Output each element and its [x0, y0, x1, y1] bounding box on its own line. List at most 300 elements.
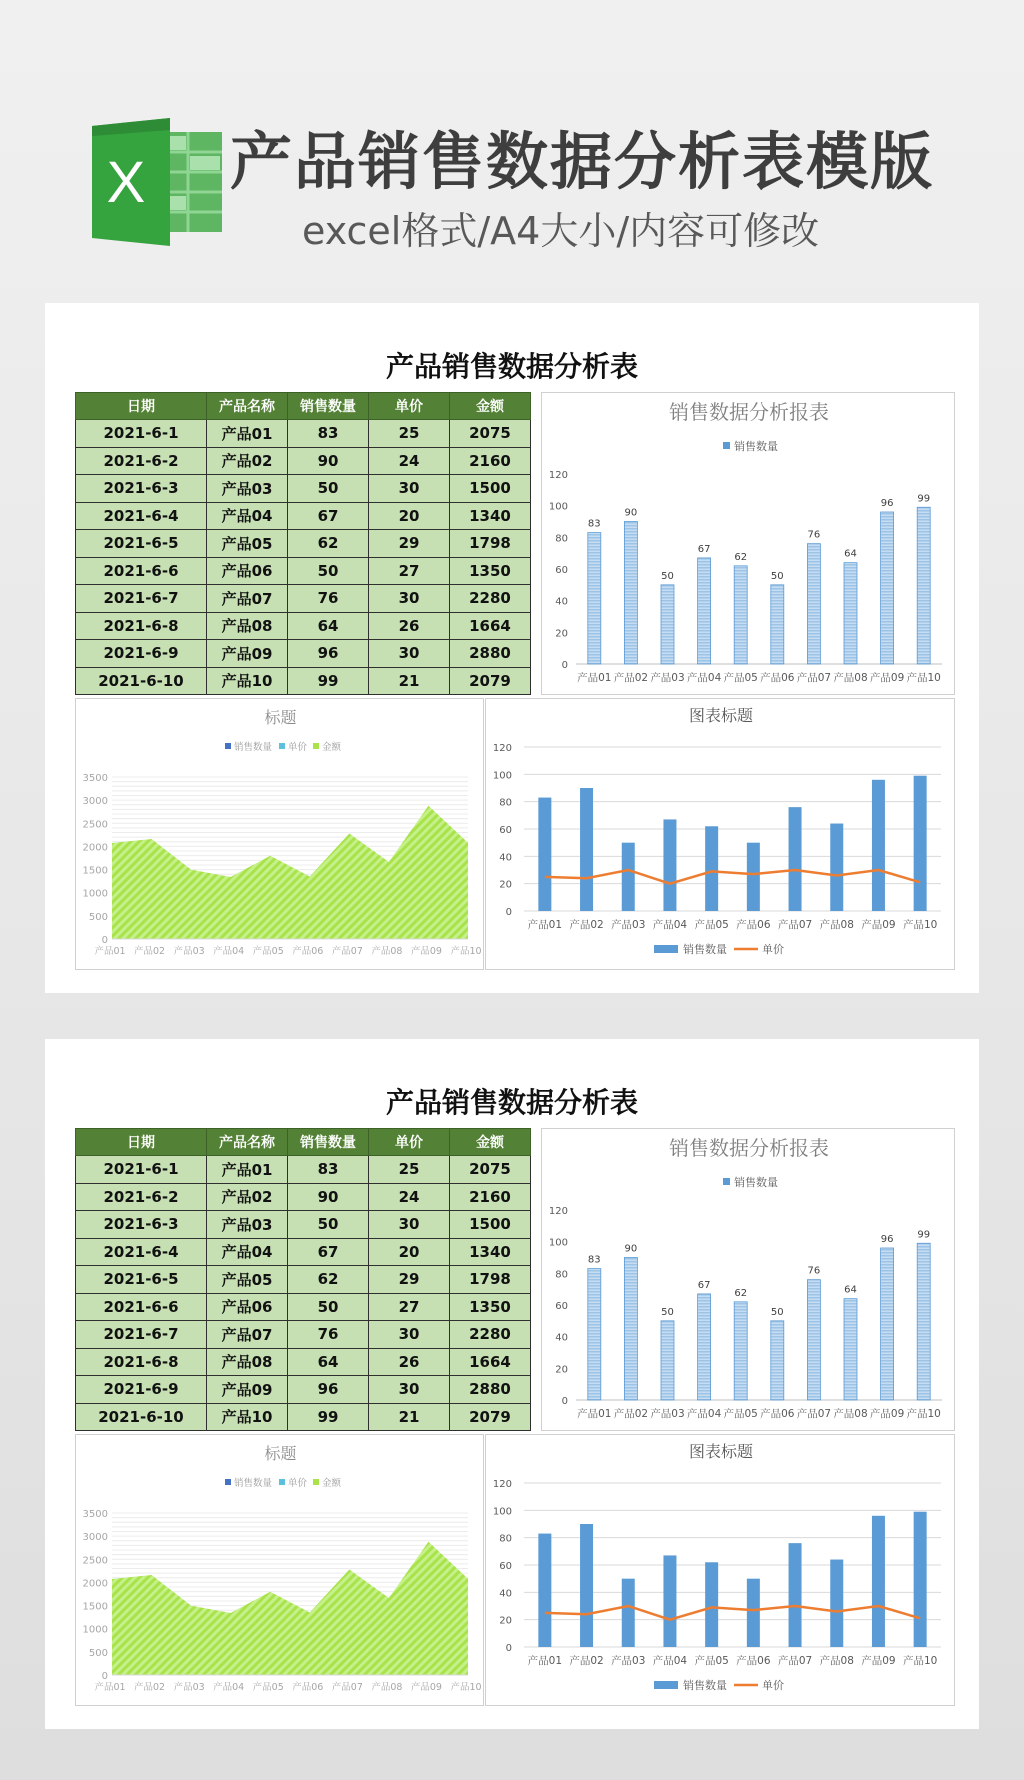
y-tick-label: 120 — [548, 1206, 568, 1217]
preview-card-1 — [45, 303, 979, 993]
y-tick-label: 40 — [555, 1332, 568, 1344]
y-tick-label: 0 — [505, 907, 512, 918]
table-row — [76, 1376, 531, 1404]
y-tick-label: 500 — [88, 911, 108, 923]
bar — [663, 819, 676, 911]
y-tick-label: 3500 — [82, 773, 108, 784]
table-cell: 2075 — [450, 420, 531, 448]
x-tick-label: 产品01 — [527, 1655, 563, 1667]
x-tick-label: 产品08 — [819, 1655, 854, 1667]
legend-label: 单价 — [288, 1478, 308, 1489]
bar — [844, 563, 857, 664]
table-cell: 30 — [369, 1321, 450, 1349]
table-cell: 1798 — [450, 1266, 531, 1294]
table-row — [76, 1211, 531, 1239]
x-tick-label: 产品10 — [450, 1682, 482, 1693]
table-cell: 2079 — [450, 1403, 531, 1431]
x-tick-label: 产品03 — [173, 1682, 205, 1693]
table-cell: 2021-6-5 — [76, 530, 207, 558]
chart-title: 销售数据分析报表 — [669, 1136, 829, 1160]
table-cell: 1500 — [450, 1211, 531, 1239]
y-tick-label: 100 — [492, 1506, 512, 1518]
legend-label: 单价 — [288, 742, 308, 753]
line-series — [545, 1606, 920, 1620]
y-tick-label: 40 — [499, 1588, 512, 1600]
table-cell: 27 — [369, 557, 450, 585]
combo-chart — [485, 698, 955, 970]
table-row — [76, 640, 531, 668]
table-cell: 1664 — [450, 1348, 531, 1376]
y-tick-label: 20 — [499, 1615, 512, 1627]
table-cell: 27 — [369, 1293, 450, 1321]
chart-title: 图表标题 — [688, 1442, 754, 1461]
y-tick-label: 2500 — [82, 819, 108, 831]
x-tick-label: 产品08 — [371, 1682, 403, 1693]
bar — [538, 1534, 551, 1647]
x-tick-label: 产品10 — [902, 1655, 938, 1667]
column-header: 单价 — [369, 1129, 450, 1156]
page-subtitle: excel格式/A4大小/内容可修改 — [302, 209, 820, 253]
table-body — [76, 420, 531, 695]
table-cell: 产品04 — [207, 502, 288, 530]
bar — [588, 533, 601, 664]
x-tick-label: 产品06 — [736, 1655, 771, 1667]
table-cell: 30 — [369, 475, 450, 503]
table-cell: 26 — [369, 1348, 450, 1376]
y-tick-label: 120 — [492, 1479, 512, 1490]
column-header: 单价 — [369, 393, 450, 420]
x-tick-label: 产品04 — [213, 1682, 245, 1693]
table-cell: 2021-6-3 — [76, 475, 207, 503]
sales-area-chart — [75, 1434, 484, 1706]
sheet-title: 产品销售数据分析表 — [385, 350, 638, 383]
sheet-title: 产品销售数据分析表 — [385, 1086, 638, 1119]
legend-label: 金额 — [322, 1478, 342, 1489]
x-tick-label: 产品09 — [869, 672, 905, 684]
line-series — [545, 870, 920, 884]
bar — [698, 1294, 711, 1400]
data-label: 76 — [807, 1265, 821, 1277]
data-label: 99 — [917, 493, 931, 505]
table-cell: 30 — [369, 585, 450, 613]
x-tick-label: 产品01 — [94, 1682, 126, 1693]
data-label: 76 — [807, 529, 821, 541]
table-cell: 83 — [288, 420, 369, 448]
x-tick-label: 产品07 — [777, 919, 813, 931]
y-tick-label: 80 — [555, 533, 568, 545]
table-cell: 24 — [369, 447, 450, 475]
y-tick-label: 20 — [555, 1364, 568, 1376]
y-tick-label: 2000 — [82, 842, 108, 854]
x-tick-label: 产品07 — [777, 1655, 813, 1667]
x-tick-label: 产品05 — [694, 919, 729, 931]
x-tick-label: 产品04 — [652, 919, 688, 931]
y-tick-label: 60 — [555, 565, 568, 576]
table-cell: 1664 — [450, 612, 531, 640]
table-cell: 产品05 — [207, 530, 288, 558]
table-cell: 67 — [288, 502, 369, 530]
bar — [881, 512, 894, 664]
preview-card-2 — [45, 1039, 979, 1729]
y-tick-label: 100 — [548, 1237, 568, 1249]
table-cell: 62 — [288, 530, 369, 558]
table-cell: 64 — [288, 612, 369, 640]
x-tick-label: 产品07 — [796, 672, 832, 684]
legend-label: 销售数量 — [234, 742, 273, 753]
y-tick-label: 1000 — [82, 888, 108, 900]
y-tick-label: 120 — [492, 743, 512, 754]
column-header: 产品名称 — [207, 393, 288, 420]
bar — [872, 780, 885, 911]
bar — [844, 1299, 857, 1400]
x-tick-label: 产品01 — [577, 672, 612, 684]
bar — [588, 1269, 601, 1400]
data-label: 50 — [770, 570, 784, 582]
table-cell: 产品08 — [207, 1348, 288, 1376]
x-tick-label: 产品07 — [331, 946, 363, 957]
bar — [917, 507, 930, 664]
bar — [881, 1248, 894, 1400]
data-label: 64 — [844, 1284, 857, 1296]
data-label: 62 — [734, 1287, 748, 1299]
table-row — [76, 1348, 531, 1376]
x-tick-label: 产品03 — [173, 946, 205, 957]
sales-quantity-bar-chart — [541, 392, 955, 695]
table-cell: 2280 — [450, 585, 531, 613]
bar — [734, 1302, 747, 1400]
bar — [622, 843, 635, 911]
page-title: 产品销售数据分析表模版 — [230, 125, 935, 198]
x-tick-label: 产品10 — [906, 672, 941, 684]
y-tick-label: 60 — [499, 825, 512, 836]
table-cell: 2021-6-7 — [76, 585, 207, 613]
bar — [624, 522, 637, 665]
data-label: 83 — [587, 1254, 601, 1266]
table-cell: 21 — [369, 667, 450, 695]
x-tick-label: 产品02 — [134, 1682, 166, 1693]
bar — [734, 566, 747, 664]
table-header-row — [76, 1129, 531, 1156]
x-tick-label: 产品02 — [569, 919, 604, 931]
bar — [705, 826, 718, 911]
x-tick-label: 产品05 — [723, 672, 758, 684]
legend-swatch — [654, 1681, 678, 1689]
table-cell: 2280 — [450, 1321, 531, 1349]
table-cell: 90 — [288, 1183, 369, 1211]
x-tick-label: 产品06 — [760, 672, 795, 684]
table-cell: 2021-6-1 — [76, 1156, 207, 1184]
y-tick-label: 2000 — [82, 1578, 108, 1590]
table-cell: 2160 — [450, 447, 531, 475]
x-tick-label: 产品02 — [613, 672, 649, 684]
table-cell: 2079 — [450, 667, 531, 695]
table-cell: 1500 — [450, 475, 531, 503]
table-cell: 64 — [288, 1348, 369, 1376]
data-label: 67 — [697, 543, 711, 555]
data-label: 50 — [661, 1306, 674, 1318]
data-label: 99 — [917, 1229, 931, 1241]
bar — [580, 788, 593, 911]
bar — [917, 1243, 930, 1400]
x-tick-label: 产品06 — [292, 946, 324, 957]
table-cell: 50 — [288, 1293, 369, 1321]
table-cell: 99 — [288, 1403, 369, 1431]
x-tick-label: 产品09 — [410, 1682, 442, 1693]
table-cell: 产品05 — [207, 1266, 288, 1294]
legend-label: 销售数量 — [734, 1176, 778, 1189]
sales-table — [75, 392, 531, 695]
table-cell: 产品07 — [207, 585, 288, 613]
table-cell: 2021-6-9 — [76, 640, 207, 668]
x-tick-label: 产品02 — [569, 1655, 604, 1667]
x-tick-label: 产品09 — [861, 1655, 896, 1667]
table-cell: 50 — [288, 557, 369, 585]
area-series — [112, 1542, 468, 1675]
y-tick-label: 120 — [548, 470, 568, 481]
table-cell: 30 — [369, 1376, 450, 1404]
table-cell: 2021-6-10 — [76, 667, 207, 695]
table-body — [76, 1156, 531, 1431]
table-cell: 2021-6-3 — [76, 1211, 207, 1239]
table-cell: 产品01 — [207, 420, 288, 448]
table-cell: 2021-6-2 — [76, 447, 207, 475]
y-tick-label: 80 — [499, 1533, 512, 1545]
data-label: 90 — [624, 507, 638, 519]
table-row — [76, 1183, 531, 1211]
data-label: 96 — [880, 498, 894, 509]
table-header-row — [76, 393, 531, 420]
y-tick-label: 1000 — [82, 1624, 108, 1636]
y-tick-label: 2500 — [82, 1555, 108, 1567]
sales-area-chart — [75, 698, 484, 970]
x-tick-label: 产品05 — [694, 1655, 729, 1667]
table-cell: 29 — [369, 1266, 450, 1294]
x-tick-label: 产品08 — [819, 919, 854, 931]
bar — [624, 1258, 637, 1401]
y-tick-label: 60 — [555, 1301, 568, 1312]
x-tick-label: 产品06 — [292, 1682, 324, 1693]
table-cell: 96 — [288, 1376, 369, 1404]
table-row — [76, 475, 531, 503]
table-cell: 产品10 — [207, 1403, 288, 1431]
legend-swatch — [654, 945, 678, 953]
y-tick-label: 0 — [561, 660, 568, 671]
table-row — [76, 1321, 531, 1349]
data-label: 67 — [697, 1279, 711, 1291]
table-cell: 1350 — [450, 1293, 531, 1321]
x-tick-label: 产品03 — [650, 1408, 685, 1420]
table-cell: 产品04 — [207, 1238, 288, 1266]
table-cell: 产品09 — [207, 640, 288, 668]
table-row — [76, 585, 531, 613]
column-header: 金额 — [450, 393, 531, 420]
table-cell: 1340 — [450, 1238, 531, 1266]
data-label: 50 — [661, 570, 674, 582]
sales-table — [75, 1128, 531, 1431]
bar — [771, 585, 784, 664]
x-tick-label: 产品08 — [833, 1408, 868, 1420]
x-tick-label: 产品04 — [686, 1408, 722, 1420]
table-cell: 30 — [369, 640, 450, 668]
table-cell: 76 — [288, 585, 369, 613]
bar — [661, 1321, 674, 1400]
chart-title: 标题 — [264, 1444, 297, 1463]
bar — [830, 824, 843, 911]
table-cell: 产品02 — [207, 1183, 288, 1211]
bar — [914, 1512, 927, 1647]
y-tick-label: 80 — [555, 1269, 568, 1281]
table-cell: 1798 — [450, 530, 531, 558]
y-tick-label: 0 — [101, 1671, 108, 1682]
table-row — [76, 1403, 531, 1431]
y-tick-label: 20 — [555, 628, 568, 640]
legend-swatch — [225, 743, 231, 749]
table-cell: 2021-6-1 — [76, 420, 207, 448]
x-tick-label: 产品10 — [902, 919, 938, 931]
table-cell: 24 — [369, 1183, 450, 1211]
combo-chart — [485, 1434, 955, 1706]
legend-label: 单价 — [762, 943, 784, 956]
legend-label: 金额 — [322, 742, 342, 753]
legend-label: 单价 — [762, 1679, 784, 1692]
y-tick-label: 3500 — [82, 1509, 108, 1520]
legend-label: 销售数量 — [683, 1679, 727, 1692]
x-tick-label: 产品08 — [833, 672, 868, 684]
table-row — [76, 1266, 531, 1294]
table-cell: 2021-6-9 — [76, 1376, 207, 1404]
bar — [705, 1562, 718, 1647]
bar — [747, 843, 760, 911]
y-tick-label: 1500 — [82, 1601, 108, 1613]
table-cell: 99 — [288, 667, 369, 695]
table-cell: 产品06 — [207, 1293, 288, 1321]
x-tick-label: 产品04 — [652, 1655, 688, 1667]
table-cell: 67 — [288, 1238, 369, 1266]
y-tick-label: 0 — [505, 1643, 512, 1654]
bar — [538, 798, 551, 911]
y-tick-label: 60 — [499, 1561, 512, 1572]
table-cell: 25 — [369, 1156, 450, 1184]
x-tick-label: 产品01 — [94, 946, 126, 957]
y-tick-label: 1500 — [82, 865, 108, 877]
y-tick-label: 3000 — [82, 796, 108, 808]
bar — [747, 1579, 760, 1647]
table-cell: 25 — [369, 420, 450, 448]
x-tick-label: 产品04 — [213, 946, 245, 957]
x-tick-label: 产品09 — [869, 1408, 905, 1420]
legend-swatch — [723, 442, 730, 449]
table-cell: 2021-6-4 — [76, 1238, 207, 1266]
table-row — [76, 1238, 531, 1266]
x-tick-label: 产品04 — [686, 672, 722, 684]
data-label: 83 — [587, 518, 601, 530]
table-cell: 26 — [369, 612, 450, 640]
table-cell: 2021-6-8 — [76, 612, 207, 640]
chart-title: 标题 — [264, 708, 297, 727]
data-label: 64 — [844, 548, 857, 560]
x-tick-label: 产品01 — [577, 1408, 612, 1420]
table-cell: 20 — [369, 502, 450, 530]
table-cell: 2021-6-4 — [76, 502, 207, 530]
y-tick-label: 0 — [561, 1396, 568, 1407]
table-cell: 产品08 — [207, 612, 288, 640]
table-cell: 2880 — [450, 640, 531, 668]
x-tick-label: 产品05 — [723, 1408, 758, 1420]
data-label: 96 — [880, 1234, 894, 1245]
x-tick-label: 产品03 — [611, 1655, 646, 1667]
legend-swatch — [279, 1479, 285, 1485]
legend-label: 销售数量 — [683, 943, 727, 956]
data-label: 50 — [770, 1306, 784, 1318]
column-header: 产品名称 — [207, 1129, 288, 1156]
table-cell: 1340 — [450, 502, 531, 530]
column-header: 销售数量 — [288, 1129, 369, 1156]
table-row — [76, 502, 531, 530]
chart-title: 销售数据分析报表 — [669, 400, 829, 424]
table-cell: 50 — [288, 475, 369, 503]
column-header: 日期 — [76, 1129, 207, 1156]
table-cell: 2880 — [450, 1376, 531, 1404]
x-tick-label: 产品06 — [760, 1408, 795, 1420]
area-series — [112, 806, 468, 939]
table-cell: 21 — [369, 1403, 450, 1431]
y-tick-label: 100 — [492, 770, 512, 782]
table-cell: 2021-6-7 — [76, 1321, 207, 1349]
column-header: 销售数量 — [288, 393, 369, 420]
table-cell: 2021-6-6 — [76, 1293, 207, 1321]
y-tick-label: 40 — [499, 852, 512, 864]
table-row — [76, 447, 531, 475]
table-cell: 产品09 — [207, 1376, 288, 1404]
table-cell: 50 — [288, 1211, 369, 1239]
bar — [830, 1560, 843, 1647]
legend-swatch — [313, 743, 319, 749]
y-tick-label: 80 — [499, 797, 512, 809]
table-cell: 产品02 — [207, 447, 288, 475]
bar — [914, 776, 927, 911]
x-tick-label: 产品09 — [410, 946, 442, 957]
x-tick-label: 产品01 — [527, 919, 563, 931]
legend-label: 销售数量 — [734, 440, 778, 453]
y-tick-label: 3000 — [82, 1532, 108, 1544]
x-tick-label: 产品07 — [331, 1682, 363, 1693]
table-row — [76, 557, 531, 585]
table-cell: 20 — [369, 1238, 450, 1266]
table-cell: 62 — [288, 1266, 369, 1294]
table-cell: 2021-6-5 — [76, 1266, 207, 1294]
table-row — [76, 1156, 531, 1184]
table-cell: 29 — [369, 530, 450, 558]
column-header: 日期 — [76, 393, 207, 420]
legend-swatch — [723, 1178, 730, 1185]
table-cell: 1350 — [450, 557, 531, 585]
x-tick-label: 产品06 — [736, 919, 771, 931]
data-label: 62 — [734, 551, 748, 563]
table-cell: 76 — [288, 1321, 369, 1349]
column-header: 金额 — [450, 1129, 531, 1156]
legend-swatch — [313, 1479, 319, 1485]
x-tick-label: 产品10 — [906, 1408, 941, 1420]
bar — [789, 807, 802, 911]
table-cell: 2021-6-2 — [76, 1183, 207, 1211]
y-tick-label: 20 — [499, 879, 512, 891]
table-cell: 2021-6-10 — [76, 1403, 207, 1431]
y-tick-label: 0 — [101, 935, 108, 946]
x-tick-label: 产品03 — [611, 919, 646, 931]
bar — [807, 1280, 820, 1400]
table-cell: 产品06 — [207, 557, 288, 585]
y-tick-label: 40 — [555, 596, 568, 608]
